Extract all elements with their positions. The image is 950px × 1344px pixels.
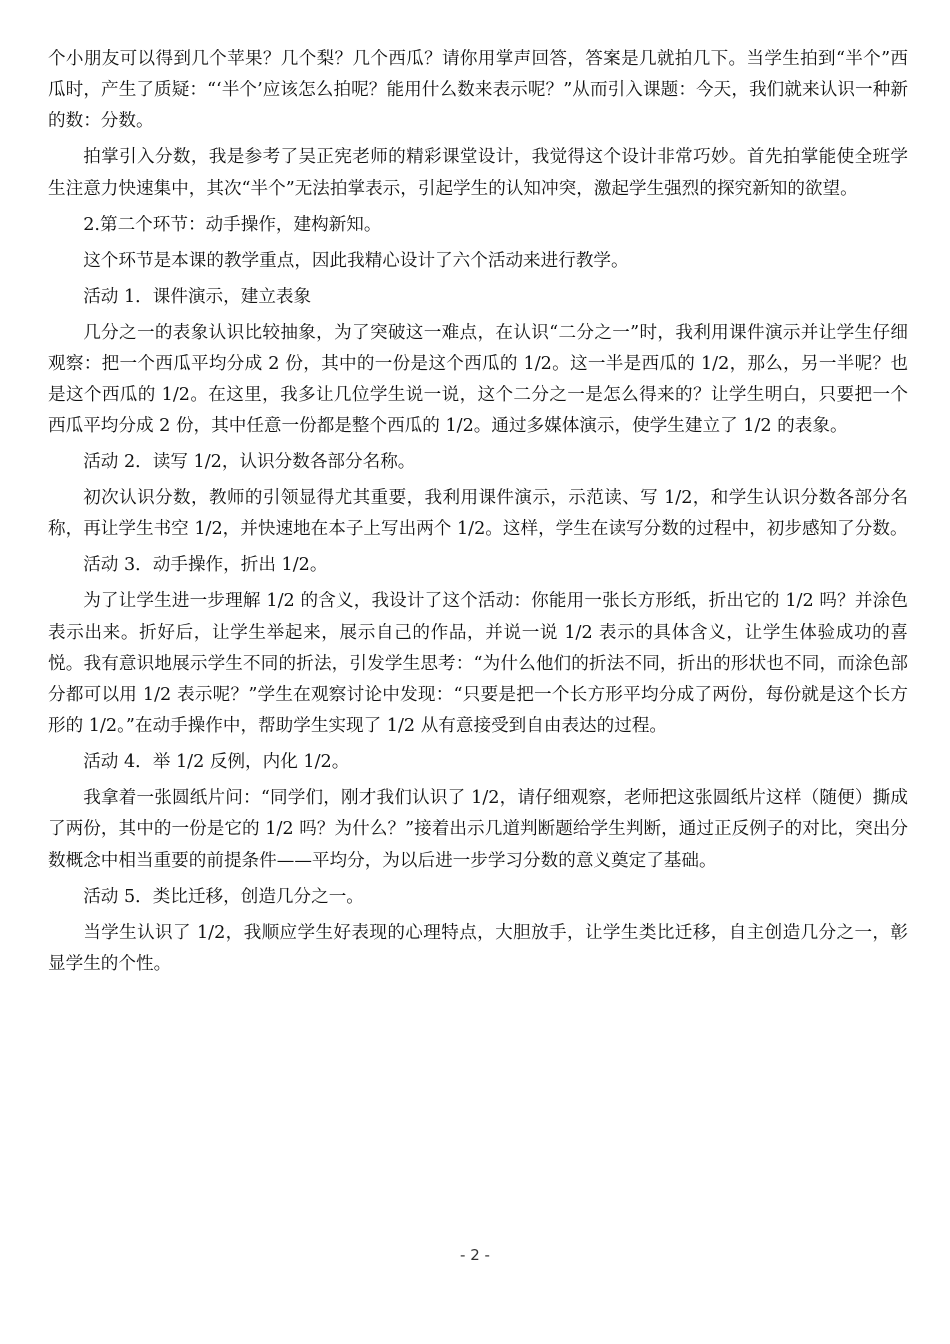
- activity-5-text: 当学生认识了 1/2，我顺应学生好表现的心理特点，大胆放手，让学生类比迁移，自主创造几分之一，彰显学生的个性。: [48, 922, 908, 974]
- activity-2-text: 初次认识分数，教师的引领显得尤其重要，我利用课件演示，示范读、写 1/2，和学生认识分数各部分名称，再让学生书空 1/2，并快速地在本子上写出两个 1/2。这样，学生在读写分数的过程中，初步感知了分数。: [48, 488, 908, 540]
- activity-1-heading: 活动 1．课件演示，建立表象: [83, 286, 312, 307]
- section-heading-step-2: 2.第二个环节：动手操作，建构新知。: [83, 214, 382, 235]
- activity-4-heading: 活动 4．举 1/2 反例，内化 1/2。: [83, 752, 350, 773]
- paragraph-clap-reflection: 拍掌引入分数，我是参考了吴正宪老师的精彩课堂设计，我觉得这个设计非常巧妙。首先拍掌能使全班学生注意力快速集中，其次“半个”无法拍掌表示，引起学生的认知冲突，激起学生强烈的探究新知的欲望。: [48, 147, 908, 199]
- activity-2-heading: 活动 2．读写 1/2，认识分数各部分名称。: [83, 452, 416, 473]
- activity-3-heading: 活动 3．动手操作，折出 1/2。: [83, 555, 328, 576]
- paragraph-step-2-overview: 这个环节是本课的教学重点，因此我精心设计了六个活动来进行教学。: [83, 250, 629, 271]
- activity-5-heading: 活动 5．类比迁移，创造几分之一。: [83, 886, 364, 907]
- activity-1-text: 几分之一的表象认识比较抽象，为了突破这一难点，在认识“二分之一”时，我利用课件演示并让学生仔细观察：把一个西瓜平均分成 2 份，其中的一份是这个西瓜的 1/2。这一半是西瓜的 1/2，那么，另一半呢？也是这个西瓜的 1/2。在这里，我多让几位学生说一说，这个二分之一是怎么得来的？让学生明白，只要把一个西瓜平均分成 2 份，其中任意一份都是整个西瓜的 1/2。通过多媒体演示，使学生建立了 1/2 的表象。: [48, 322, 908, 437]
- paragraph-intro-continued: 个小朋友可以得到几个苹果？几个梨？几个西瓜？请你用掌声回答，答案是几就拍几下。当学生拍到“半个”西瓜时，产生了质疑：“‘半个’应该怎么拍呢？能用什么数来表示呢？”从而引入课题：今天，我们就来认识一种新的数：分数。: [48, 49, 908, 132]
- page-number: - 2 -: [460, 1246, 490, 1264]
- activity-4-text: 我拿着一张圆纸片问：“同学们，刚才我们认识了 1/2，请仔细观察，老师把这张圆纸片这样（随便）撕成了两份，其中的一份是它的 1/2 吗？为什么？”接着出示几道判断题给学生判断，通过正反例子的对比，突出分数概念中相当重要的前提条件——平均分，为以后进一步学习分数的意义奠定了基础。: [48, 788, 908, 871]
- activity-3-text: 为了让学生进一步理解 1/2 的含义，我设计了这个活动：你能用一张长方形纸，折出它的 1/2 吗？并涂色表示出来。折好后，让学生举起来，展示自己的作品，并说一说 1/2 表示的具体含义，让学生体验成功的喜悦。我有意识地展示学生不同的折法，引发学生思考：“为什么他们的折法不同，折出的形状也不同，而涂色部分都可以用 1/2 表示呢？”学生在观察讨论中发现：“只要是把一个长方形平均分成了两份，每份就是这个长方形的 1/2。”在动手操作中，帮助学生实现了 1/2 从有意接受到自由表达的过程。: [48, 591, 908, 737]
- document-body: [48, 44, 908, 985]
